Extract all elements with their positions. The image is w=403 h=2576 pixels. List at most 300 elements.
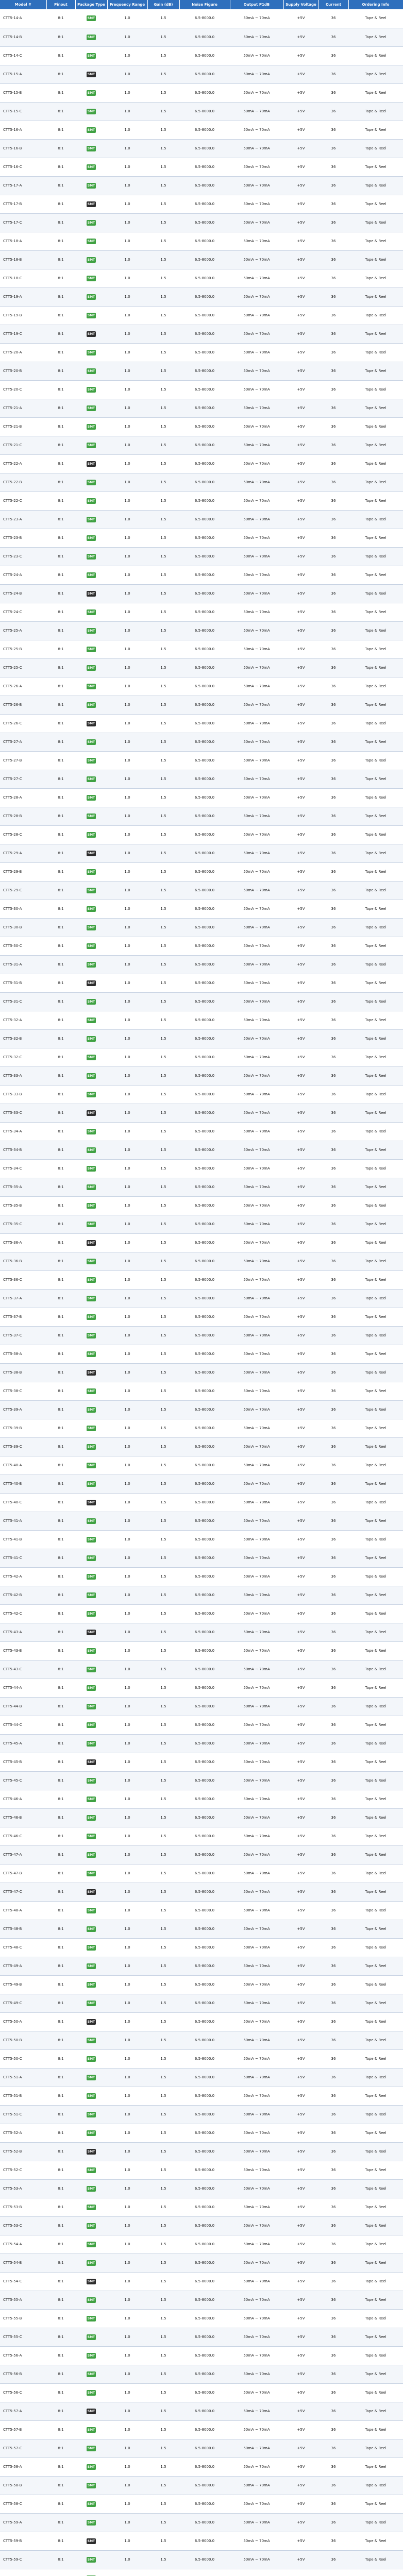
current-cell: 36 (318, 287, 348, 306)
pinout-cell: 8:1 (46, 1827, 75, 1845)
ordering-cell: Tape & Reel (348, 1029, 403, 1048)
voltage-cell: +5V (283, 2124, 318, 2142)
column-header: Model # (0, 0, 46, 9)
table-row (0, 2420, 403, 2439)
pinout-cell: 8:1 (46, 1475, 75, 1493)
pinout-cell: 8:1 (46, 1233, 75, 1252)
frequency-cell: 1.0 (107, 1697, 147, 1716)
table-row (0, 1827, 403, 1845)
current-cell: 36 (318, 1104, 348, 1122)
current-cell: 36 (318, 1493, 348, 1512)
voltage-cell: +5V (283, 2272, 318, 2291)
ordering-cell: Tape & Reel (348, 1011, 403, 1029)
package-icon: SMT (87, 202, 95, 206)
gain-cell: 1.5 (147, 1178, 179, 1196)
p1db-cell: 50mA ~ 70mA (230, 1141, 283, 1159)
current-cell: 36 (318, 1716, 348, 1734)
pinout-cell: 8:1 (46, 1660, 75, 1679)
p1db-cell: 50mA ~ 70mA (230, 1178, 283, 1196)
table-row (0, 343, 403, 362)
p1db-cell: 50mA ~ 70mA (230, 1252, 283, 1270)
frequency-cell: 1.0 (107, 844, 147, 862)
pinout-cell: 8:1 (46, 195, 75, 213)
frequency-cell: 1.0 (107, 733, 147, 751)
frequency-cell: 1.0 (107, 343, 147, 362)
current-cell: 36 (318, 1363, 348, 1382)
p1db-cell: 50mA ~ 70mA (230, 2216, 283, 2235)
noise-figure-cell: 6.5-8000.0 (179, 2216, 230, 2235)
pinout-cell (46, 2569, 75, 2576)
model-number-cell: CTT5-37-C (0, 1326, 46, 1345)
current-cell: 36 (318, 937, 348, 955)
p1db-cell: 50mA ~ 70mA (230, 1345, 283, 1363)
table-row (0, 2068, 403, 2087)
current-cell: 36 (318, 733, 348, 751)
table-row (0, 603, 403, 621)
package-cell (75, 343, 107, 362)
current-cell: 36 (318, 992, 348, 1011)
table-row (0, 65, 403, 83)
package-icon: SMT (87, 1315, 95, 1319)
frequency-cell: 1.0 (107, 1512, 147, 1530)
table-row (0, 529, 403, 547)
voltage-cell: +5V (283, 1549, 318, 1567)
pinout-cell: 8:1 (46, 343, 75, 362)
gain-cell: 1.5 (147, 1530, 179, 1549)
frequency-cell: 1.0 (107, 1957, 147, 1975)
current-cell: 36 (318, 2216, 348, 2235)
table-row (0, 139, 403, 158)
gain-cell: 1.5 (147, 547, 179, 566)
p1db-cell: 50mA ~ 70mA (230, 621, 283, 640)
table-row (0, 2012, 403, 2031)
package-icon: SMT (87, 1871, 95, 1875)
current-cell: 36 (318, 1790, 348, 1808)
noise-figure-cell: 6.5-8000.0 (179, 1382, 230, 1400)
ordering-cell: Tape & Reel (348, 2383, 403, 2402)
package-cell (75, 417, 107, 436)
gain-cell: 1.5 (147, 1419, 179, 1437)
frequency-cell: 1.0 (107, 1085, 147, 1104)
gain-cell: 1.5 (147, 1475, 179, 1493)
table-row (0, 1716, 403, 1734)
package-cell (75, 1586, 107, 1604)
p1db-cell: 50mA ~ 70mA (230, 2309, 283, 2328)
frequency-cell: 1.0 (107, 1104, 147, 1122)
voltage-cell: +5V (283, 1122, 318, 1141)
current-cell: 36 (318, 46, 348, 65)
package-cell (75, 1512, 107, 1530)
voltage-cell: +5V (283, 2049, 318, 2068)
voltage-cell: +5V (283, 492, 318, 510)
package-cell (75, 658, 107, 677)
table-row (0, 1753, 403, 1771)
package-icon: SMT (87, 146, 95, 150)
ordering-cell: Tape & Reel (348, 2087, 403, 2105)
p1db-cell: 50mA ~ 70mA (230, 1771, 283, 1790)
package-cell (75, 955, 107, 974)
noise-figure-cell: 6.5-8000.0 (179, 1716, 230, 1734)
package-icon: SMT (87, 2316, 95, 2320)
ordering-cell: Tape & Reel (348, 1085, 403, 1104)
voltage-cell: +5V (283, 2383, 318, 2402)
package-icon: SMT (87, 925, 95, 929)
noise-figure-cell: 6.5-8000.0 (179, 1530, 230, 1549)
noise-figure-cell: 6.5-8000.0 (179, 2142, 230, 2161)
p1db-cell: 50mA ~ 70mA (230, 454, 283, 473)
package-icon: SMT (87, 2261, 95, 2265)
voltage-cell: +5V (283, 510, 318, 529)
pinout-cell: 8:1 (46, 232, 75, 250)
p1db-cell: 50mA ~ 70mA (230, 1066, 283, 1085)
table-row (0, 2179, 403, 2198)
model-number-cell: CTT5-47-B (0, 1864, 46, 1883)
ordering-cell: Tape & Reel (348, 1215, 403, 1233)
pinout-cell: 8:1 (46, 2216, 75, 2235)
model-number-cell: CTT5-14-A (0, 9, 46, 28)
package-cell (75, 213, 107, 232)
table-row (0, 900, 403, 918)
noise-figure-cell: 6.5-8000.0 (179, 807, 230, 825)
noise-figure-cell: 6.5-8000.0 (179, 1790, 230, 1808)
table-row (0, 1586, 403, 1604)
p1db-cell: 50mA ~ 70mA (230, 2439, 283, 2458)
package-icon: SMT (87, 295, 95, 299)
model-number-cell: CTT5-21-A (0, 399, 46, 417)
voltage-cell: +5V (283, 1808, 318, 1827)
noise-figure-cell: 6.5-8000.0 (179, 974, 230, 992)
p1db-cell: 50mA ~ 70mA (230, 2550, 283, 2569)
current-cell: 36 (318, 1196, 348, 1215)
package-icon: SMT (87, 109, 95, 113)
package-cell (75, 2569, 107, 2576)
pinout-cell: 8:1 (46, 1734, 75, 1753)
noise-figure-cell: 6.5-8000.0 (179, 417, 230, 436)
voltage-cell: +5V (283, 213, 318, 232)
frequency-cell: 1.0 (107, 1363, 147, 1382)
model-number-cell: CTT5-43-C (0, 1660, 46, 1679)
p1db-cell: 50mA ~ 70mA (230, 733, 283, 751)
model-number-cell: CTT5-21-B (0, 417, 46, 436)
voltage-cell: +5V (283, 1883, 318, 1901)
p1db-cell: 50mA ~ 70mA (230, 102, 283, 121)
p1db-cell: 50mA ~ 70mA (230, 2383, 283, 2402)
package-icon: SMT (87, 1426, 95, 1430)
table-row (0, 2328, 403, 2346)
frequency-cell: 1.0 (107, 2087, 147, 2105)
ordering-cell: Tape & Reel (348, 1270, 403, 1289)
model-number-cell: CTT5-28-A (0, 788, 46, 807)
voltage-cell: +5V (283, 1938, 318, 1957)
package-cell (75, 1326, 107, 1345)
pinout-cell: 8:1 (46, 1771, 75, 1790)
table-row (0, 2161, 403, 2179)
gain-cell: 1.5 (147, 436, 179, 454)
p1db-cell: 50mA ~ 70mA (230, 696, 283, 714)
current-cell: 36 (318, 176, 348, 195)
frequency-cell: 1.0 (107, 1845, 147, 1864)
current-cell: 36 (318, 1586, 348, 1604)
package-icon: SMT (87, 1686, 95, 1690)
table-row (0, 1326, 403, 1345)
gain-cell: 1.5 (147, 2513, 179, 2532)
package-cell (75, 937, 107, 955)
ordering-cell: Tape & Reel (348, 1697, 403, 1716)
package-icon: SMT (87, 2335, 95, 2339)
noise-figure-cell: 6.5-8000.0 (179, 1827, 230, 1845)
table-row (0, 547, 403, 566)
table-row (0, 677, 403, 696)
frequency-cell: 1.0 (107, 2328, 147, 2346)
package-icon: SMT (87, 1111, 95, 1115)
ordering-cell: Tape & Reel (348, 417, 403, 436)
table-row (0, 399, 403, 417)
ordering-cell: Tape & Reel (348, 176, 403, 195)
ordering-cell: Tape & Reel (348, 1308, 403, 1326)
current-cell: 36 (318, 1753, 348, 1771)
current-cell: 36 (318, 1066, 348, 1085)
model-number-cell: CTT5-20-B (0, 362, 46, 380)
noise-figure-cell: 6.5-8000.0 (179, 1196, 230, 1215)
package-icon: SMT (87, 2353, 95, 2358)
model-number-cell: CTT5-30-B (0, 918, 46, 937)
model-number-cell: CTT5-15-C (0, 102, 46, 121)
model-number-cell: CTT5-49-A (0, 1957, 46, 1975)
model-number-cell: CTT5-16-B (0, 139, 46, 158)
package-cell (75, 399, 107, 417)
noise-figure-cell: 6.5-8000.0 (179, 2420, 230, 2439)
table-row (0, 2458, 403, 2476)
frequency-cell: 1.0 (107, 2458, 147, 2476)
noise-figure-cell (179, 2569, 230, 2576)
p1db-cell: 50mA ~ 70mA (230, 658, 283, 677)
noise-figure-cell: 6.5-8000.0 (179, 1697, 230, 1716)
voltage-cell: +5V (283, 2235, 318, 2253)
package-icon: SMT (87, 2279, 95, 2283)
current-cell: 36 (318, 677, 348, 696)
package-icon: SMT (87, 610, 95, 614)
package-icon: SMT (87, 1148, 95, 1152)
package-icon: SMT (87, 350, 95, 354)
p1db-cell: 50mA ~ 70mA (230, 1808, 283, 1827)
model-number-cell: CTT5-27-A (0, 733, 46, 751)
current-cell: 36 (318, 603, 348, 621)
ordering-cell: Tape & Reel (348, 1549, 403, 1567)
noise-figure-cell: 6.5-8000.0 (179, 473, 230, 492)
frequency-cell: 1.0 (107, 2253, 147, 2272)
package-icon: SMT (87, 1333, 95, 1337)
package-cell (75, 1530, 107, 1549)
model-number-cell: CTT5-57-A (0, 2402, 46, 2420)
voltage-cell: +5V (283, 2550, 318, 2569)
column-header: Pinout (46, 0, 75, 9)
gain-cell: 1.5 (147, 121, 179, 139)
package-icon: SMT (87, 2409, 95, 2413)
model-number-cell: CTT5-35-C (0, 1215, 46, 1233)
table-row (0, 1085, 403, 1104)
p1db-cell: 50mA ~ 70mA (230, 2328, 283, 2346)
package-icon: SMT (87, 721, 95, 725)
ordering-cell: Tape & Reel (348, 844, 403, 862)
package-cell (75, 2142, 107, 2161)
package-icon: SMT (87, 1760, 95, 1764)
package-icon: SMT (87, 1593, 95, 1597)
pinout-cell: 8:1 (46, 900, 75, 918)
package-cell (75, 2495, 107, 2513)
current-cell: 36 (318, 1679, 348, 1697)
gain-cell: 1.5 (147, 1864, 179, 1883)
pinout-cell: 8:1 (46, 881, 75, 900)
frequency-cell: 1.0 (107, 9, 147, 28)
voltage-cell: +5V (283, 1753, 318, 1771)
package-cell (75, 1697, 107, 1716)
gain-cell: 1.5 (147, 1382, 179, 1400)
table-header-row (0, 0, 403, 9)
package-cell (75, 1549, 107, 1567)
ordering-cell: Tape & Reel (348, 2532, 403, 2550)
noise-figure-cell: 6.5-8000.0 (179, 362, 230, 380)
package-icon: SMT (87, 2391, 95, 2395)
table-row (0, 1289, 403, 1308)
p1db-cell: 50mA ~ 70mA (230, 1567, 283, 1586)
current-cell: 36 (318, 65, 348, 83)
pinout-cell: 8:1 (46, 1549, 75, 1567)
package-cell (75, 1048, 107, 1066)
noise-figure-cell: 6.5-8000.0 (179, 2235, 230, 2253)
gain-cell: 1.5 (147, 992, 179, 1011)
column-header: Ordering Info (348, 0, 403, 9)
model-number-cell: CTT5-45-B (0, 1753, 46, 1771)
table-row (0, 955, 403, 974)
frequency-cell: 1.0 (107, 2124, 147, 2142)
frequency-cell: 1.0 (107, 269, 147, 287)
frequency-cell: 1.0 (107, 1679, 147, 1697)
voltage-cell: +5V (283, 2476, 318, 2495)
frequency-cell: 1.0 (107, 529, 147, 547)
current-cell: 36 (318, 2495, 348, 2513)
model-number-cell: CTT5-40-A (0, 1456, 46, 1475)
model-number-cell: CTT5-30-A (0, 900, 46, 918)
current-cell: 36 (318, 1549, 348, 1567)
table-row (0, 584, 403, 603)
package-cell (75, 992, 107, 1011)
voltage-cell: +5V (283, 139, 318, 158)
voltage-cell: +5V (283, 1215, 318, 1233)
package-cell (75, 2309, 107, 2328)
voltage-cell: +5V (283, 65, 318, 83)
table-row (0, 1233, 403, 1252)
pinout-cell: 8:1 (46, 2346, 75, 2365)
frequency-cell: 1.0 (107, 2179, 147, 2198)
gain-cell: 1.5 (147, 2049, 179, 2068)
gain-cell: 1.5 (147, 770, 179, 788)
voltage-cell: +5V (283, 232, 318, 250)
noise-figure-cell: 6.5-8000.0 (179, 1567, 230, 1586)
package-cell (75, 714, 107, 733)
ordering-cell: Tape & Reel (348, 1233, 403, 1252)
package-icon: SMT (87, 833, 95, 837)
ordering-cell: Tape & Reel (348, 937, 403, 955)
package-icon: SMT (87, 1853, 95, 1857)
table-row (0, 473, 403, 492)
model-number-cell: CTT5-33-A (0, 1066, 46, 1085)
pinout-cell: 8:1 (46, 325, 75, 343)
voltage-cell: +5V (283, 1011, 318, 1029)
table-body (0, 9, 403, 2576)
p1db-cell: 50mA ~ 70mA (230, 473, 283, 492)
frequency-cell: 1.0 (107, 1901, 147, 1920)
table-row (0, 1122, 403, 1141)
voltage-cell: +5V (283, 1957, 318, 1975)
package-icon: SMT (87, 2187, 95, 2191)
current-cell: 36 (318, 1308, 348, 1326)
ordering-cell: Tape & Reel (348, 2216, 403, 2235)
p1db-cell: 50mA ~ 70mA (230, 974, 283, 992)
p1db-cell: 50mA ~ 70mA (230, 1419, 283, 1437)
package-icon: SMT (87, 2557, 95, 2562)
p1db-cell: 50mA ~ 70mA (230, 677, 283, 696)
model-number-cell: CTT5-18-C (0, 269, 46, 287)
noise-figure-cell: 6.5-8000.0 (179, 269, 230, 287)
package-icon: SMT (87, 1964, 95, 1968)
table-row (0, 658, 403, 677)
frequency-cell: 1.0 (107, 1252, 147, 1270)
p1db-cell: 50mA ~ 70mA (230, 900, 283, 918)
p1db-cell: 50mA ~ 70mA (230, 937, 283, 955)
p1db-cell: 50mA ~ 70mA (230, 2049, 283, 2068)
pinout-cell: 8:1 (46, 1029, 75, 1048)
package-cell (75, 492, 107, 510)
model-number-cell: CTT5-53-C (0, 2216, 46, 2235)
package-cell (75, 1938, 107, 1957)
ordering-cell: Tape & Reel (348, 733, 403, 751)
model-number-cell: CTT5-52-C (0, 2161, 46, 2179)
gain-cell: 1.5 (147, 1957, 179, 1975)
frequency-cell: 1.0 (107, 1975, 147, 1994)
frequency-cell: 1.0 (107, 992, 147, 1011)
model-number-cell: CTT5-55-A (0, 2291, 46, 2309)
package-cell (75, 176, 107, 195)
voltage-cell: +5V (283, 2458, 318, 2476)
frequency-cell: 1.0 (107, 2105, 147, 2124)
gain-cell: 1.5 (147, 1771, 179, 1790)
table-row (0, 1048, 403, 1066)
pinout-cell: 8:1 (46, 547, 75, 566)
frequency-cell: 1.0 (107, 250, 147, 269)
p1db-cell: 50mA ~ 70mA (230, 1512, 283, 1530)
p1db-cell: 50mA ~ 70mA (230, 1957, 283, 1975)
gain-cell: 1.5 (147, 1827, 179, 1845)
package-icon: SMT (87, 1556, 95, 1560)
package-cell (75, 2049, 107, 2068)
gain-cell: 1.5 (147, 733, 179, 751)
ordering-cell: Tape & Reel (348, 473, 403, 492)
voltage-cell: +5V (283, 696, 318, 714)
voltage-cell: +5V (283, 2309, 318, 2328)
noise-figure-cell: 6.5-8000.0 (179, 1475, 230, 1493)
pinout-cell: 8:1 (46, 287, 75, 306)
current-cell: 36 (318, 640, 348, 658)
frequency-cell: 1.0 (107, 1567, 147, 1586)
package-cell (75, 1382, 107, 1400)
pinout-cell: 8:1 (46, 102, 75, 121)
frequency-cell: 1.0 (107, 213, 147, 232)
package-cell (75, 2272, 107, 2291)
pinout-cell: 8:1 (46, 955, 75, 974)
gain-cell: 1.5 (147, 1233, 179, 1252)
p1db-cell: 50mA ~ 70mA (230, 325, 283, 343)
pinout-cell: 8:1 (46, 380, 75, 399)
